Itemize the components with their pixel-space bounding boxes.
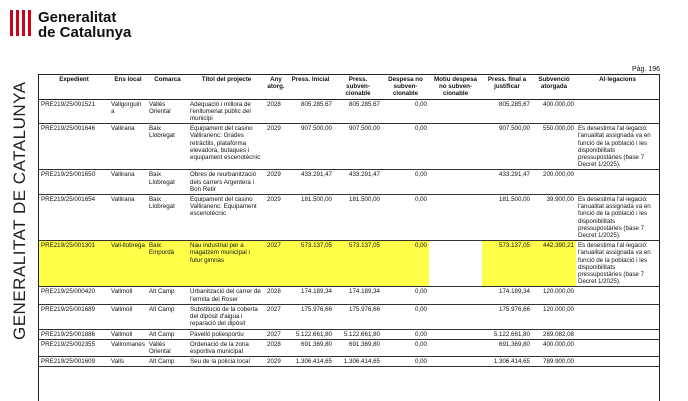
table-cell: 39.900,00 [532, 195, 576, 241]
table-cell: PRE219/25/002355 [39, 339, 109, 356]
table-cell: 805.285,67 [334, 99, 382, 124]
table-cell: 2028 [265, 99, 287, 124]
table-cell: Vallirana [109, 124, 147, 170]
table-cell: 174.189,34 [334, 287, 382, 304]
table-cell: Urbanització del carrer de l'ermita del Roser [188, 287, 265, 304]
table-row [39, 170, 659, 195]
table-cell: 573.137,05 [482, 241, 532, 287]
table-cell: 120.000,00 [532, 304, 576, 329]
table-cell: PRE219/25/000420 [39, 287, 109, 304]
table-cell: 907.500,00 [334, 124, 382, 170]
table-cell: 5.122.661,80 [334, 329, 382, 339]
table-cell: 400.000,00 [532, 99, 576, 124]
table-cell: 200.000,00 [532, 170, 576, 195]
table-cell: Baix Llobregat [147, 195, 188, 241]
table-cell: Alt Camp [147, 329, 188, 339]
table-cell: Vallès Oriental [147, 339, 188, 356]
table-cell: PRE219/25/001689 [39, 304, 109, 329]
table-cell: Equipament del casino Valliranenc: Grades retràctils, plataforma elevadora, butaques i equipament escenotècnic [188, 124, 265, 170]
table-cell: 433.291,47 [287, 170, 334, 195]
table-row [39, 99, 659, 124]
table-cell: 2029 [265, 124, 287, 170]
table-cell: 181.500,00 [334, 195, 382, 241]
table-cell: PRE219/25/001650 [39, 170, 109, 195]
table-cell [429, 124, 482, 170]
table-cell: Vallirana [109, 170, 147, 195]
table-cell: 2029 [265, 170, 287, 195]
logo-line-2: de Catalunya [38, 24, 132, 41]
table-cell [429, 241, 482, 287]
table-cell: 550.000,00 [532, 124, 576, 170]
table-cell: 0,00 [382, 357, 429, 367]
table-cell: Baix Llobregat [147, 170, 188, 195]
table-cell: Vallmoll [109, 304, 147, 329]
table-cell [576, 357, 659, 367]
table-cell: 691.369,80 [482, 339, 532, 356]
table-cell: Adequació i millora de l'enllumenat públic del municipi [188, 99, 265, 124]
table-cell: Alt Camp [147, 287, 188, 304]
table-cell: 2029 [265, 195, 287, 241]
table-cell: 0,00 [382, 99, 429, 124]
table-cell: 442.390,21 [532, 241, 576, 287]
table-cell: Nau industrial per a magatzem municipal i futur gimnàs [188, 241, 265, 287]
table-cell: 433.291,47 [482, 170, 532, 195]
table-row [39, 329, 659, 339]
table-row [39, 195, 659, 241]
table-cell: 691.369,80 [287, 339, 334, 356]
table-cell: 0,00 [382, 329, 429, 339]
column-header: Al·legacions [576, 75, 659, 99]
table-cell: 805.285,67 [482, 99, 532, 124]
table-cell [576, 99, 659, 124]
table-cell: 174.189,34 [482, 287, 532, 304]
column-header: Press. subven-cionable [334, 75, 382, 99]
table-cell: 1.306.414,65 [287, 357, 334, 367]
column-header: Motiu despesa no subven-cionable [429, 75, 482, 99]
table-cell: 573.137,05 [334, 241, 382, 287]
table-cell: Alt Camp [147, 357, 188, 367]
column-header: Despesa no subven-cionable [382, 75, 429, 99]
grants-table-frame [38, 74, 660, 401]
table-cell: 181.500,00 [287, 195, 334, 241]
table-cell [576, 339, 659, 356]
table-cell: Vallirana [109, 195, 147, 241]
table-cell: 789.900,00 [532, 357, 576, 367]
table-cell: 2027 [265, 241, 287, 287]
column-header: Press. Inicial [287, 75, 334, 99]
side-vertical-title: GENERALITAT DE CATALUNYA [10, 81, 29, 340]
table-cell: 907.500,00 [482, 124, 532, 170]
table-cell: PRE219/25/001301 [39, 241, 109, 287]
page-number: Pàg. 196 [631, 66, 660, 73]
column-header: Press. final a justificar [482, 75, 532, 99]
table-cell: 1.306.414,65 [334, 357, 382, 367]
table-cell: 181.500,00 [482, 195, 532, 241]
table-cell: Vallmoll [109, 329, 147, 339]
table-cell: 175.976,66 [334, 304, 382, 329]
table-cell: 2028 [265, 339, 287, 356]
table-cell: PRE219/25/001886 [39, 329, 109, 339]
table-cell: Baix Llobregat [147, 124, 188, 170]
table-cell: PRE219/25/001654 [39, 195, 109, 241]
table-cell: 120.000,00 [532, 287, 576, 304]
table-cell: PRE219/25/001521 [39, 99, 109, 124]
table-cell [429, 357, 482, 367]
table-cell: Alt Camp [147, 304, 188, 329]
table-cell: 0,00 [382, 304, 429, 329]
table-cell: Obres de reurbanització dels carrers Argentera i Bon Retir [188, 170, 265, 195]
table-cell: Es desestima l'al·legació: l'anualitat assignada va en funció de la població i les disponibilitats pressupostàries (base 7 Decret 1/2025). [576, 241, 659, 287]
table-cell: 2027 [265, 304, 287, 329]
table-cell [429, 170, 482, 195]
table-cell: 0,00 [382, 339, 429, 356]
table-cell: Es desestima l'al·legació: l'anualitat assignada va en funció de la població i les disponibilitats pressupostàries (base 7 Decret 1/2025). [576, 195, 659, 241]
table-cell: 2028 [265, 287, 287, 304]
table-cell: 907.500,00 [287, 124, 334, 170]
table-cell: 2029 [265, 357, 287, 367]
table-row [39, 287, 659, 304]
table-cell: Equipament del casino Valliranenc: Equipament escenotècnic [188, 195, 265, 241]
logo-text [38, 10, 131, 40]
table-cell [429, 304, 482, 329]
table-cell: 691.369,80 [334, 339, 382, 356]
table-row [39, 357, 659, 367]
table-cell [576, 304, 659, 329]
table-cell [576, 170, 659, 195]
table-row [39, 339, 659, 356]
table-cell [429, 287, 482, 304]
table-cell: 400.000,00 [532, 339, 576, 356]
table-row [39, 304, 659, 329]
table-cell [429, 329, 482, 339]
column-header: Comarca [147, 75, 188, 99]
column-header: Títol del projecte [188, 75, 265, 99]
grants-table [39, 75, 659, 367]
table-cell: 5.122.661,80 [287, 329, 334, 339]
table-cell: 0,00 [382, 170, 429, 195]
table-cell: PRE219/25/001609 [39, 357, 109, 367]
table-cell [429, 195, 482, 241]
table-cell: Vallmoll [109, 287, 147, 304]
table-cell: 5.122.661,80 [482, 329, 532, 339]
column-header: Ens local [109, 75, 147, 99]
table-cell: Seu de la policia local [188, 357, 265, 367]
table-cell: 2027 [265, 329, 287, 339]
table-header-row [39, 75, 659, 99]
column-header: Any atorg. [265, 75, 287, 99]
column-header: Subvenció atorgada [532, 75, 576, 99]
table-cell: Vall-llobrega [109, 241, 147, 287]
table-cell: 0,00 [382, 195, 429, 241]
table-row [39, 241, 659, 287]
table-cell [429, 339, 482, 356]
table-cell: 573.137,05 [287, 241, 334, 287]
table-cell: Vallromanes [109, 339, 147, 356]
table-cell: 269.082,08 [532, 329, 576, 339]
table-cell: Pavelló poliesportiu [188, 329, 265, 339]
table-row [39, 124, 659, 170]
table-body [39, 99, 659, 367]
table-cell: Substitució de la coberta del dipòsit d'aigua i reparació del dipòsit [188, 304, 265, 329]
table-cell: 175.976,66 [287, 304, 334, 329]
table-cell [429, 99, 482, 124]
table-cell [576, 287, 659, 304]
table-cell: Es desestima l'al·legació: l'anualitat assignada va en funció de la població i les disponibilitats pressupostàries (base 7 Decret 1/2025). [576, 124, 659, 170]
table-cell: Valls [109, 357, 147, 367]
table-cell: 175.976,66 [482, 304, 532, 329]
table-cell: Ordenació de la zona esportiva municipal [188, 339, 265, 356]
table-cell: PRE219/25/001646 [39, 124, 109, 170]
table-cell: 0,00 [382, 287, 429, 304]
table-cell [576, 329, 659, 339]
table-cell: Baix Empordà [147, 241, 188, 287]
column-header: Expedient [39, 75, 109, 99]
table-cell: 174.189,34 [287, 287, 334, 304]
table-cell: 805.285,67 [287, 99, 334, 124]
table-cell: 0,00 [382, 124, 429, 170]
table-cell: 0,00 [382, 241, 429, 287]
table-cell: Vallès Oriental [147, 99, 188, 124]
table-cell: 433.291,47 [334, 170, 382, 195]
logo-line-1: Generalitat [38, 9, 117, 26]
table-cell: 1.306.414,65 [482, 357, 532, 367]
table-cell: Vallgorguin a [109, 99, 147, 124]
